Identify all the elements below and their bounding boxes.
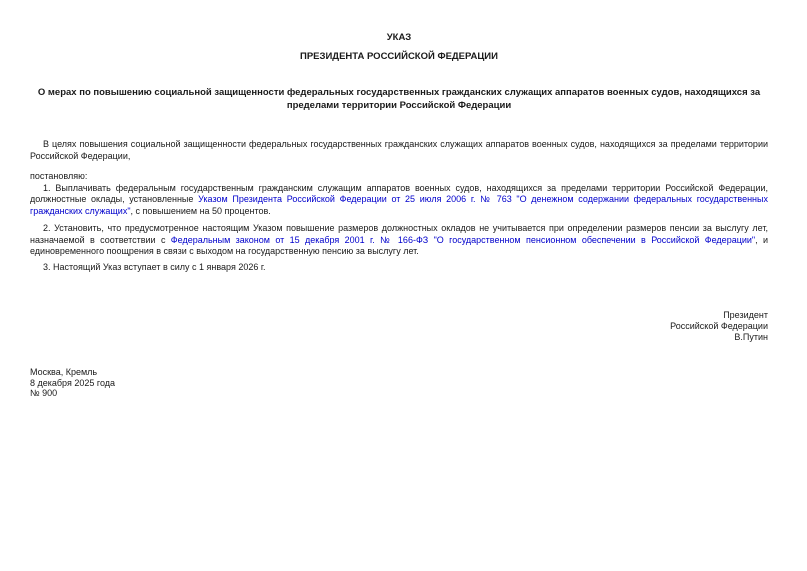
footer-block <box>30 367 768 399</box>
item-3-paragraph: 3. Настоящий Указ вступает в силу с 1 января 2026 г. <box>43 261 266 272</box>
signature-title: Президент <box>723 310 768 320</box>
item-2-text-pre: 2. Установить, что предусмотренное настоящим Указом повышение размеров должностных окладов не учитывается при определении размеров пенсии за выслугу лет, назначаемой в соответствии с <box>30 223 768 245</box>
signature-subtitle: Российской Федерации <box>670 321 768 331</box>
item-1-text-pre: 1. Выплачивать федеральным государственным гражданским служащим аппаратов военных судов, находящихся за пределами территории Российской Федерации, должностные оклады, установленные <box>30 182 768 204</box>
doc-title-ukaz: УКАЗ <box>386 32 412 43</box>
doc-body <box>30 139 768 273</box>
doc-subject: О мерах по повышению социальной защищенности федеральных государственных гражданских служащих аппаратов военных судов, находящихся за пределами территории Российской Федерации <box>37 87 761 111</box>
item-2-text-post: , и единовременного поощрения в связи с выходом на государственную пенсию за выслугу лет. <box>30 234 768 256</box>
footer-place: Москва, Кремль <box>30 367 98 377</box>
law-166-fz-link[interactable]: Федеральным законом от 15 декабря 2001 г. № 166-ФЗ "О государственном пенсионном обеспечении в Российской Федерации" <box>170 234 756 245</box>
intro-paragraph: В целях повышения социальной защищенности федеральных государственных гражданских служащих аппаратов военных судов, находящихся за пределами территории Российской Федерации, <box>30 139 768 161</box>
doc-title-president: ПРЕЗИДЕНТА РОССИЙСКОЙ ФЕДЕРАЦИИ <box>300 51 498 62</box>
footer-date: 8 декабря 2025 года <box>30 377 116 388</box>
item-1-paragraph <box>30 183 768 218</box>
ukaz-763-link[interactable]: Указом Президента Российской Федерации от 25 июля 2006 г. № 763 "О денежном содержании федеральных государственных гражданских служащих" <box>30 194 768 216</box>
footer-number: № 900 <box>30 388 58 398</box>
resolve-line: постановляю: <box>30 171 88 181</box>
signature-block <box>30 310 768 343</box>
item-1-text-post: , с повышением на 50 процентов. <box>130 205 271 216</box>
item-2-paragraph <box>30 223 768 258</box>
signature-name: В.Путин <box>734 332 768 342</box>
